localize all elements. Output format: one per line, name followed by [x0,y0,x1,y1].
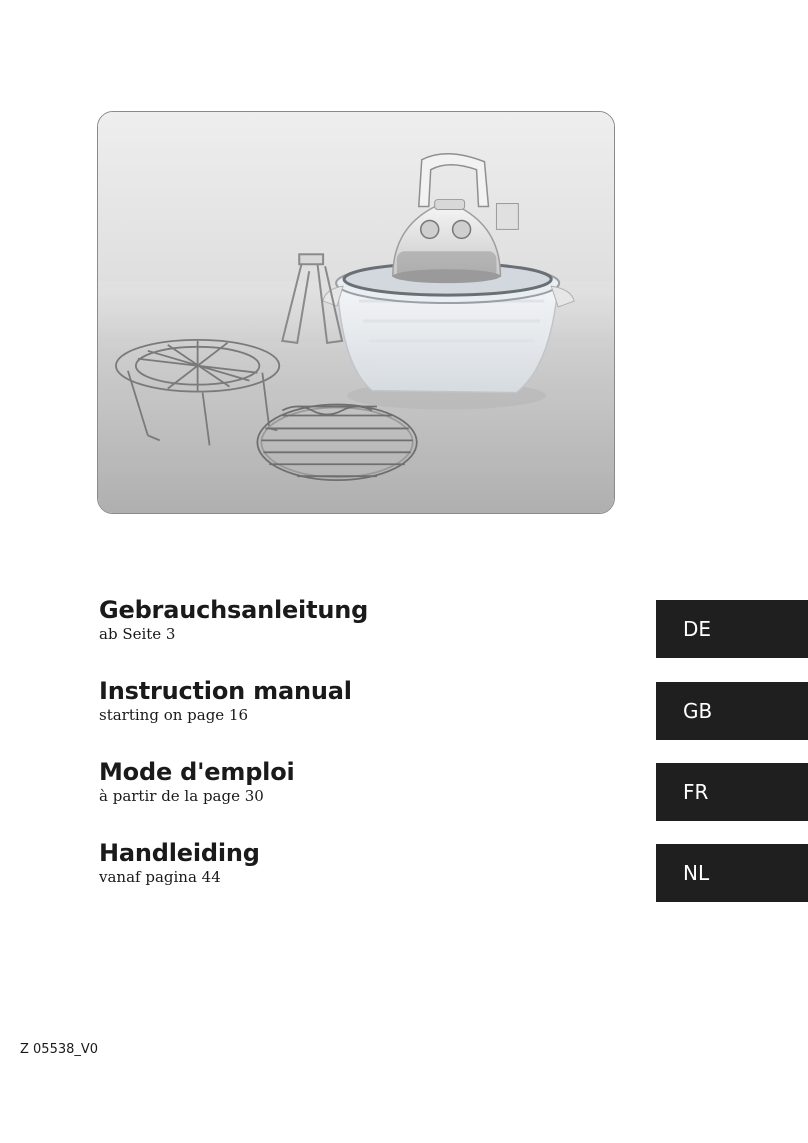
language-tab-de: DE [656,600,808,658]
section-de [99,596,368,644]
document-code: Z 05538_V0 [20,1042,99,1057]
language-tab-nl: NL [656,844,808,902]
section-gb [99,677,352,725]
section-title: Gebrauchsanleitung [99,596,369,624]
section-nl [99,839,260,887]
section-title: Mode d'emploi [99,758,295,786]
section-subtitle: starting on page 16 [99,706,249,724]
section-title: Handleiding [99,839,260,867]
section-subtitle: à partir de la page 30 [99,787,264,805]
section-subtitle: ab Seite 3 [99,625,176,643]
section-fr [99,758,295,806]
halogen-oven-illustration [98,112,614,513]
section-subtitle: vanaf pagina 44 [99,868,221,886]
language-tab-gb: GB [656,682,808,740]
product-photo [97,111,615,514]
language-tab-fr: FR [656,763,808,821]
section-title: Instruction manual [99,677,352,705]
